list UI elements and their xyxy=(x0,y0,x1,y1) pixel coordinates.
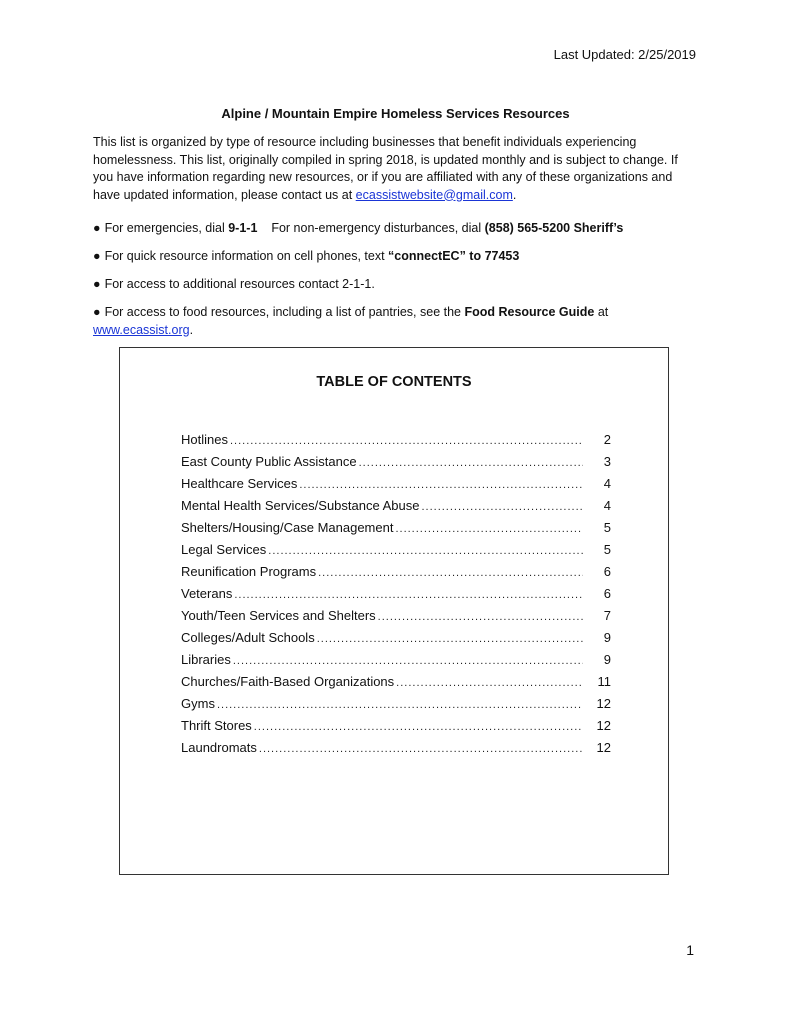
bullet-text: For non-emergency disturbances, dial xyxy=(257,221,485,235)
toc-entry-label: Reunification Programs xyxy=(181,564,317,579)
toc-entry xyxy=(181,674,611,696)
toc-dot-leader xyxy=(259,743,583,755)
toc-entry xyxy=(181,520,611,542)
bullet-dot-icon: ● xyxy=(93,305,101,319)
toc-list xyxy=(181,432,611,762)
toc-entry-page: 6 xyxy=(603,586,611,601)
toc-entry xyxy=(181,696,611,718)
toc-entry-page: 9 xyxy=(603,630,611,645)
toc-entry-label: Gyms xyxy=(181,696,215,711)
toc-dot-leader xyxy=(299,479,583,491)
toc-dot-leader xyxy=(233,655,583,667)
toc-entry-label: Mental Health Services/Substance Abuse xyxy=(181,498,420,513)
toc-dot-leader xyxy=(230,435,583,447)
toc-entry-page: 7 xyxy=(603,608,611,623)
toc-entry-page: 4 xyxy=(603,476,611,491)
toc-entry-label: Libraries xyxy=(181,652,231,667)
toc-entry xyxy=(181,652,611,674)
bullet-211 xyxy=(93,276,703,294)
toc-entry-page: 5 xyxy=(603,520,611,535)
toc-entry xyxy=(181,476,611,498)
text-keyword: “connectEC” to 77453 xyxy=(388,249,520,263)
toc-title: TABLE OF CONTENTS xyxy=(316,374,472,390)
toc-entry-page: 2 xyxy=(603,432,611,447)
toc-entry xyxy=(181,454,611,476)
toc-entry-page: 6 xyxy=(603,564,611,579)
bullet-text-info xyxy=(93,248,703,266)
toc-entry xyxy=(181,564,611,586)
toc-entry-label: Churches/Faith-Based Organizations xyxy=(181,674,395,689)
ecassist-website-link[interactable]: www.ecassist.org xyxy=(93,322,190,337)
toc-entry-page: 12 xyxy=(596,696,611,711)
food-resource-guide: Food Resource Guide xyxy=(464,305,595,319)
bullet-text: For quick resource information on cell phones, text xyxy=(104,249,389,263)
toc-entry xyxy=(181,608,611,630)
intro-paragraph xyxy=(93,134,693,204)
sheriff-phone: (858) 565-5200 Sheriff’s xyxy=(484,221,624,235)
bullet-text: For access to additional resources contact 2-1-1. xyxy=(104,277,375,291)
toc-entry-page: 4 xyxy=(603,498,611,513)
bullet-food-resources xyxy=(93,304,703,339)
toc-dot-leader xyxy=(268,545,583,557)
bullet-emergencies xyxy=(93,220,703,238)
bullet-dot-icon: ● xyxy=(93,221,101,235)
document-title: Alpine / Mountain Empire Homeless Services Resources xyxy=(221,106,570,121)
toc-dot-leader xyxy=(317,633,583,645)
bullet-text: at xyxy=(594,305,609,319)
toc-dot-leader xyxy=(395,523,583,535)
toc-entry-page: 3 xyxy=(603,454,611,469)
toc-entry-label: Youth/Teen Services and Shelters xyxy=(181,608,376,623)
toc-dot-leader xyxy=(396,677,583,689)
toc-dot-leader xyxy=(217,699,583,711)
toc-entry-page: 9 xyxy=(603,652,611,667)
toc-entry-label: Healthcare Services xyxy=(181,476,298,491)
bullet-text: For emergencies, dial xyxy=(104,221,229,235)
toc-entry-label: Legal Services xyxy=(181,542,267,557)
toc-dot-leader xyxy=(359,457,583,469)
toc-entry-label: Laundromats xyxy=(181,740,257,755)
toc-entry-label: East County Public Assistance xyxy=(181,454,357,469)
toc-entry xyxy=(181,630,611,652)
intro-text: This list is organized by type of resource including businesses that benefit individuals experiencing homelessness. This list, originally compiled in spring 2018, is updated monthly and is subject to change. If you have information regarding new resources, or if you are affiliated with any of these organizations and have updated information, please contact us at xyxy=(93,135,678,202)
intro-end: . xyxy=(512,187,517,202)
toc-entry xyxy=(181,740,611,762)
last-updated-date: Last Updated: 2/25/2019 xyxy=(553,47,696,62)
toc-entry-label: Veterans xyxy=(181,586,233,601)
toc-entry xyxy=(181,542,611,564)
toc-entry xyxy=(181,718,611,740)
bullet-text: . xyxy=(189,322,194,337)
toc-dot-leader xyxy=(254,721,583,733)
toc-entry xyxy=(181,586,611,608)
contact-email-link[interactable]: ecassistwebsite@gmail.com xyxy=(355,187,513,202)
page-number: 1 xyxy=(686,942,694,958)
toc-dot-leader xyxy=(421,501,583,513)
bullet-text: For access to food resources, including a list of pantries, see the xyxy=(104,305,465,319)
toc-entry xyxy=(181,432,611,454)
toc-entry xyxy=(181,498,611,520)
bullet-dot-icon: ● xyxy=(93,249,101,263)
toc-entry-page: 12 xyxy=(596,718,611,733)
emergency-number: 9-1-1 xyxy=(228,221,258,235)
toc-entry-page: 12 xyxy=(596,740,611,755)
toc-dot-leader xyxy=(234,589,583,601)
table-of-contents-box xyxy=(119,347,669,875)
toc-entry-label: Thrift Stores xyxy=(181,718,252,733)
toc-dot-leader xyxy=(378,611,583,623)
toc-entry-label: Shelters/Housing/Case Management xyxy=(181,520,394,535)
toc-entry-label: Colleges/Adult Schools xyxy=(181,630,315,645)
toc-dot-leader xyxy=(318,567,583,579)
toc-entry-label: Hotlines xyxy=(181,432,228,447)
bullet-dot-icon: ● xyxy=(93,277,101,291)
toc-entry-page: 5 xyxy=(603,542,611,557)
toc-entry-page: 11 xyxy=(597,674,611,689)
